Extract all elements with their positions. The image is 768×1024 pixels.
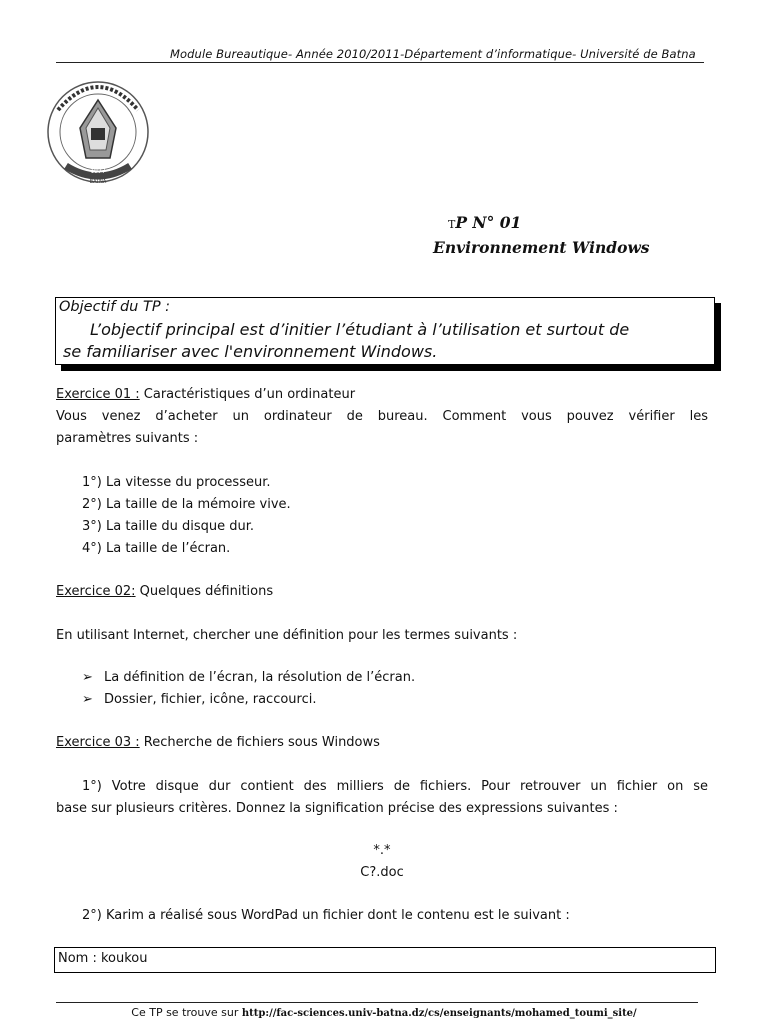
exercise-3-p2: 2°) Karim a réalisé sous WordPad un fichier dont le contenu est le suivant : [82,908,570,923]
list-item: 1°) La vitesse du processeur. [82,475,271,490]
logo-city: BATNA [89,179,107,185]
objective-text-line1: L’objectif principal est d’initier l’étudiant à l’utilisation et surtout de [90,320,630,339]
expression-wildcard-doc: C?.doc [360,865,404,880]
exercise-1-label: Exercice 01 : [56,387,140,402]
arrow-bullet-icon: ➢ [82,670,93,685]
exercise-1-heading [56,384,355,406]
exercise-3-p1-line2: base sur plusieurs critères. Donnez la signification précise des expressions suivantes : [56,801,618,816]
exercise-2-colon: : [131,584,136,599]
footer-divider [56,1002,698,1003]
tp-subtitle: Environnement Windows [433,238,650,257]
expression-wildcard-all: *.* [373,843,391,858]
tp-title-prefix: T [448,218,456,231]
bullet-text: Dossier, fichier, icône, raccourci. [104,692,317,707]
list-item [82,689,317,711]
university-seal-icon [44,70,152,190]
objective-text-line2: se familiariser avec l'environnement Windows. [63,342,438,361]
list-item: 3°) La taille du disque dur. [82,519,255,534]
university-logo [44,70,152,190]
exercise-3-label: Exercice 03 : [56,735,140,750]
header-text: Module Bureautique- Année 2010/2011-Département d’informatique- Université de Batna [170,47,696,61]
exercise-3-heading [56,732,380,754]
list-item: 4°) La taille de l’écran. [82,541,231,556]
tp-title-main: P N° 01 [455,213,522,232]
file-content-box [54,947,716,973]
list-item: 2°) La taille de la mémoire vive. [82,497,291,512]
exercise-2-heading [56,581,273,603]
header-divider [56,62,704,63]
exercise-1-line1: Vous venez d’acheter un ordinateur de bureau. Comment vous pouvez vérifier les [56,409,708,424]
exercise-2-title: Quelques définitions [135,584,274,599]
list-item [82,667,415,689]
exercise-3-title: Recherche de fichiers sous Windows [139,735,380,750]
footer-prefix: Ce TP se trouve sur [131,1006,242,1019]
exercise-3-p1-line1: 1°) Votre disque dur contient des milliers de fichiers. Pour retrouver un fichier on se [82,779,708,794]
exercise-2-intro: En utilisant Internet, chercher une définition pour les termes suivants : [56,628,518,643]
bullet-text: La définition de l’écran, la résolution de l’écran. [104,670,416,685]
logo-year: 1977 [90,168,106,175]
footer-link[interactable]: http://fac-sciences.univ-batna.dz/cs/enseignants/mohamed_toumi_site/ [241,1008,637,1019]
arrow-bullet-icon: ➢ [82,692,93,707]
exercise-1-line2: paramètres suivants : [56,431,199,446]
objective-heading: Objectif du TP : [59,299,171,315]
footer [0,1006,768,1019]
file-content-text: Nom : koukou [58,951,148,966]
exercise-1-title: Caractéristiques d’un ordinateur [139,387,356,402]
tp-title [448,213,521,232]
exercise-2-label: Exercice 02 [56,584,132,599]
